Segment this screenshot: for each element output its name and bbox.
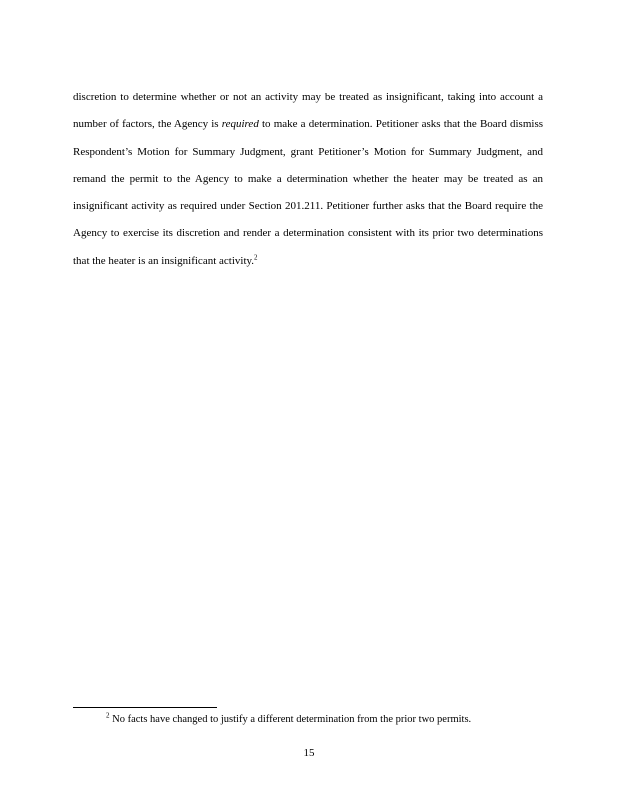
footnote-marker: 2 [106,711,110,720]
page-number: 15 [303,747,315,759]
footnote [106,713,546,727]
paragraph-text-start: discretion to determine whether or not an activity may be treated as insignificant, taking into account a number of factors, the Agency is [73,91,543,131]
footnote-separator [73,707,217,708]
body-paragraph [73,84,543,275]
footnote-text: No facts have changed to justify a different determination from the prior two permits. [109,714,472,725]
footnote-reference[interactable]: 2 [254,253,258,262]
emphasized-word: required [221,118,259,131]
paragraph-text-end: to make a determination. Petitioner asks that the Board dismiss Respondent’s Motion for Summary Judgment, grant Petitioner’s Motion for Summary Judgment, and remand the permit to the Agency to make a determination whether the heater may be treated as an insignificant activity as required under Section 201.211. Petitioner further asks that the Board require the Agency to exercise its discretion and render a determination consistent with its prior two determinations that the heater is an insignificant activity. [73,118,544,267]
